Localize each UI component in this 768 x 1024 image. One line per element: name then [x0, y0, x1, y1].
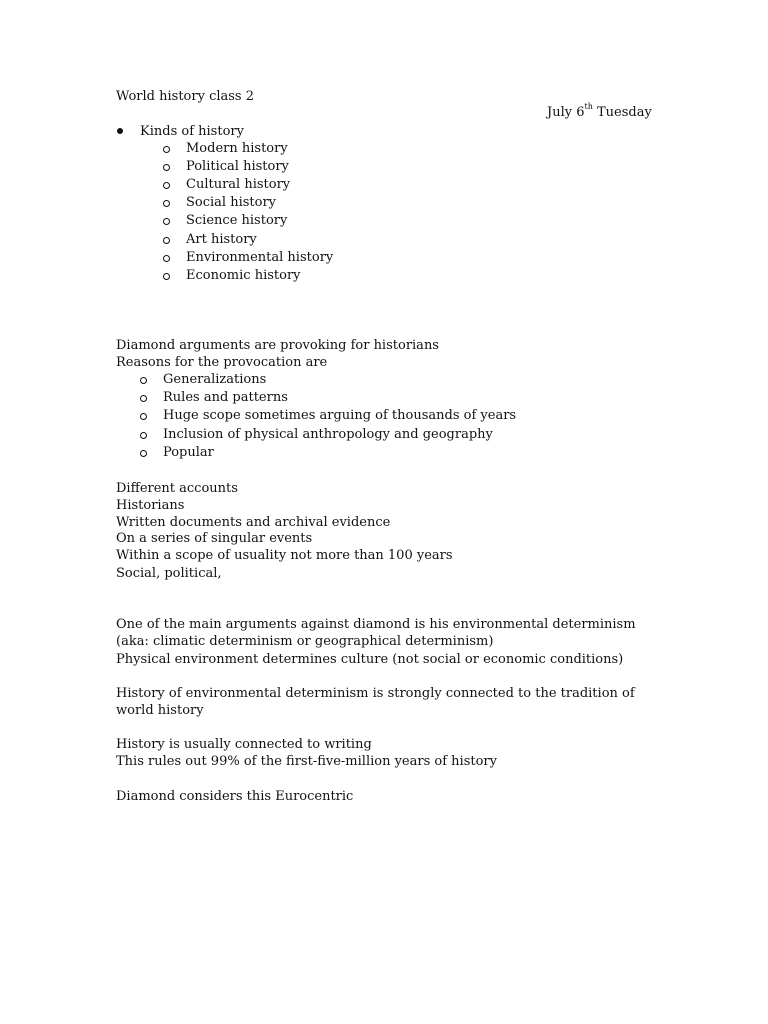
paragraph-line: History of environmental determinism is strongly connected to the tradition of [116, 686, 635, 701]
paragraph-line: world history [116, 703, 204, 718]
paragraph-line: Reasons for the provocation are [116, 355, 328, 370]
paragraph-line: One of the main arguments against diamond is his environmental determinism [116, 617, 636, 632]
sub-bullet-icon [140, 377, 147, 384]
paragraph-line: Within a scope of usuality not more than 100 years [116, 548, 453, 563]
list-item: Huge scope sometimes arguing of thousands of years [163, 408, 517, 423]
sub-bullet-icon [163, 237, 170, 244]
list-item: Rules and patterns [163, 390, 288, 405]
list-item: Environmental history [186, 250, 334, 265]
list-item: Social history [186, 195, 277, 210]
sub-bullet-icon [163, 164, 170, 171]
date-suffix: Tuesday [592, 105, 652, 120]
sub-bullet-icon [140, 432, 147, 439]
date-superscript: th [584, 101, 593, 111]
list-item: Popular [163, 445, 214, 460]
sub-bullet-icon [163, 273, 170, 280]
list-item: Cultural history [186, 177, 291, 192]
paragraph-line: Diamond arguments are provoking for historians [116, 338, 439, 353]
list-item: Art history [186, 232, 257, 247]
paragraph-line: Different accounts [116, 481, 238, 496]
list-item: Generalizations [163, 372, 267, 387]
list-item: Political history [186, 159, 289, 174]
list-item: Science history [186, 213, 288, 228]
sub-bullet-icon [163, 255, 170, 262]
sub-bullet-icon [140, 450, 147, 457]
paragraph-line: On a series of singular events [116, 531, 313, 546]
paragraph-line: Physical environment determines culture (not social or economic conditions) [116, 652, 624, 667]
list-item: Economic history [186, 268, 301, 283]
paragraph-line: Diamond considers this Eurocentric [116, 789, 354, 804]
sub-bullet-icon [163, 218, 170, 225]
paragraph-line: (aka: climatic determinism or geographical determinism) [116, 634, 494, 649]
sub-bullet-icon [163, 146, 170, 153]
paragraph-line: Social, political, [116, 566, 222, 581]
paragraph-line: This rules out 99% of the first-five-million years of history [116, 754, 497, 769]
paragraph-line: Written documents and archival evidence [116, 515, 391, 530]
kinds-heading: Kinds of history [140, 124, 244, 139]
bullet-icon [117, 128, 123, 134]
document-title: World history class 2 [116, 89, 255, 104]
paragraph-line: Historians [116, 498, 185, 513]
paragraph-line: History is usually connected to writing [116, 737, 372, 752]
list-item: Modern history [186, 141, 288, 156]
document-date [547, 101, 652, 121]
date-prefix: July 6 [547, 105, 585, 120]
sub-bullet-icon [140, 395, 147, 402]
sub-bullet-icon [163, 182, 170, 189]
sub-bullet-icon [140, 413, 147, 420]
sub-bullet-icon [163, 200, 170, 207]
list-item: Inclusion of physical anthropology and geography [163, 427, 493, 442]
